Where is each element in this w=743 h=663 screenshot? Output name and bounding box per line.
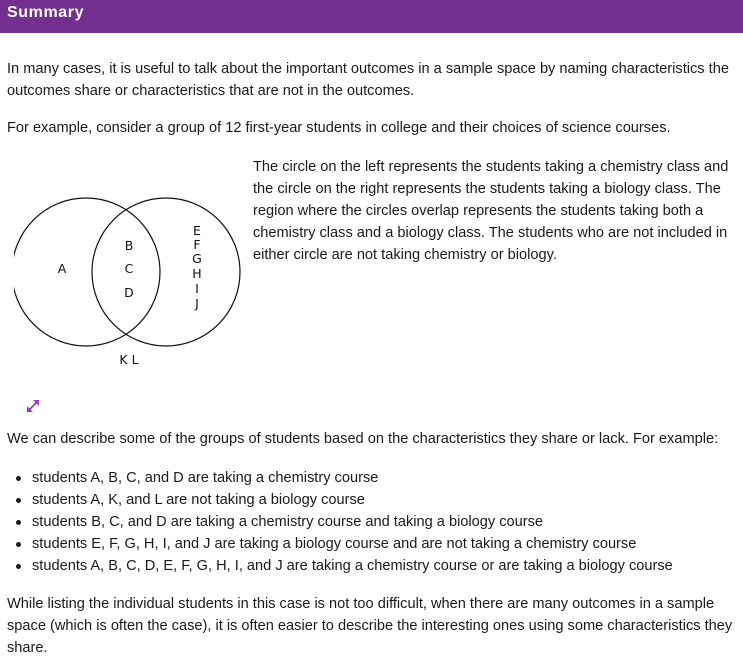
label-right-only-5: I — [195, 281, 199, 296]
example-paragraph: For example, consider a group of 12 first-year students in college and their choices of science courses. — [7, 120, 671, 136]
chemistry-circle — [14, 198, 160, 346]
list-item: students A, B, C, D, E, F, G, H, I, and J are taking a chemistry course or are taking a biology course — [13, 555, 673, 577]
list-item: students B, C, and D are taking a chemistry course and taking a biology course — [13, 511, 673, 533]
intro-paragraph: In many cases, it is useful to talk about the important outcomes in a sample space by naming characteristics the outcomes share or characteristics that are not in the outcomes. — [7, 61, 729, 99]
section-title: Summary — [7, 4, 85, 21]
label-right-only-4: H — [192, 266, 202, 281]
list-item: students A, B, C, and D are taking a chemistry course — [13, 467, 673, 489]
label-outside: K L — [119, 352, 139, 367]
venn-explanation: The circle on the left represents the students taking a chemistry class and the circle on the right represents the students taking a biology class. The region where the circles overlap represents the students taking both a chemistry class and a biology class. The students who are not included in either circle are not taking chemistry or biology. — [253, 159, 729, 263]
expand-arrows-icon[interactable] — [23, 396, 43, 416]
label-both-1: B — [124, 238, 134, 253]
list-item: students E, F, G, H, I, and J are taking a biology course and are not taking a chemistry course — [13, 533, 673, 555]
label-right-only-6: J — [195, 296, 199, 311]
closing-paragraph: While listing the individual students in this case is not too difficult, when there are many outcomes in a sample space (which is often the case), it is often easier to describe the interesting ones using some characteristics they share. — [7, 596, 733, 656]
label-right-only-1: E — [193, 223, 201, 238]
label-both-3: D — [124, 285, 134, 300]
label-both-2: C — [124, 261, 134, 276]
biology-circle — [92, 198, 240, 346]
section-header — [0, 0, 743, 33]
label-right-only-2: F — [193, 237, 201, 252]
label-left-only: A — [57, 261, 67, 276]
examples-list — [13, 467, 673, 577]
label-right-only-3: G — [192, 251, 202, 266]
venn-diagram — [14, 190, 244, 370]
list-item: students A, K, and L are not taking a biology course — [13, 489, 673, 511]
examples-intro: We can describe some of the groups of students based on the characteristics they share or lack. For example: — [7, 431, 719, 447]
